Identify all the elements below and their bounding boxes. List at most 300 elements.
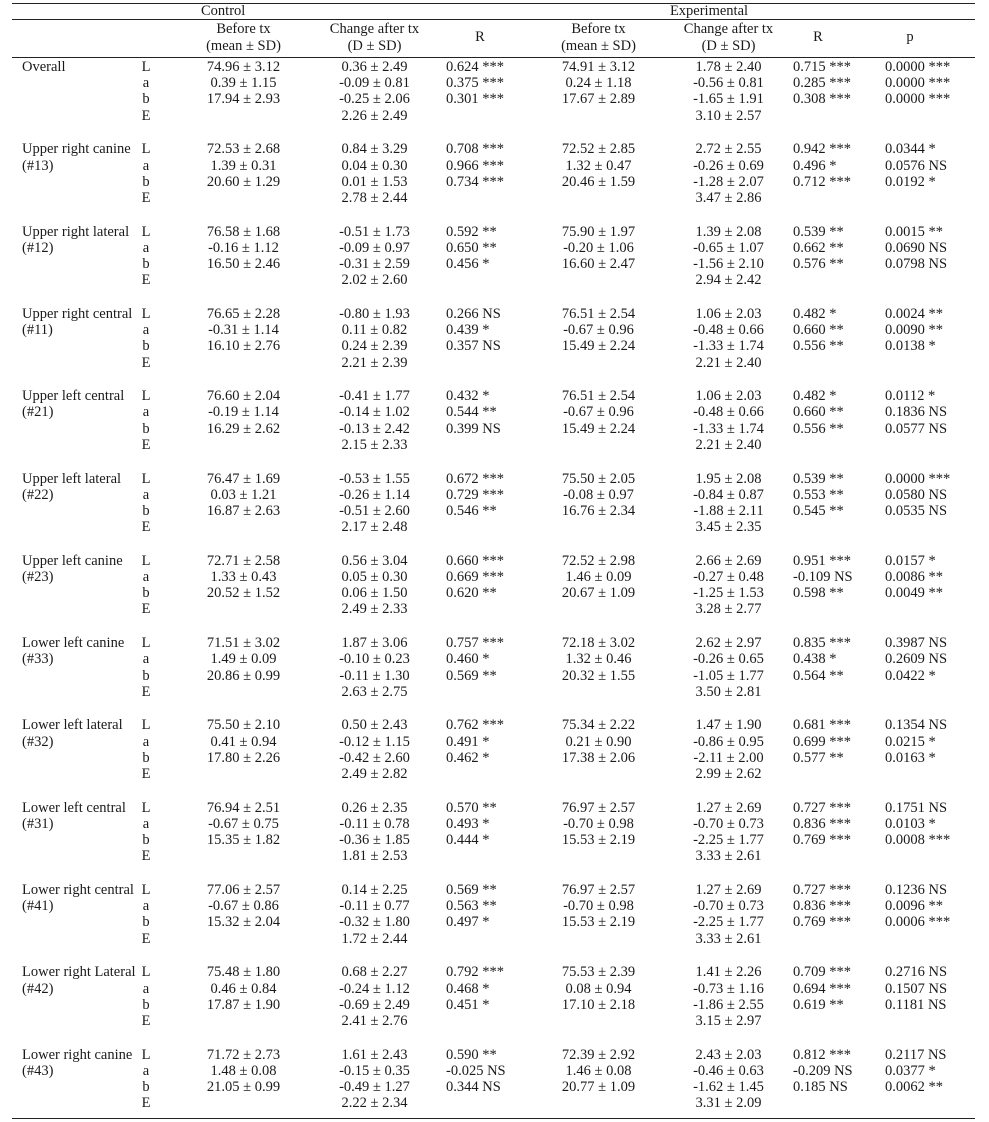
cell-control-change: 2.02 ± 2.60 — [341, 272, 408, 289]
cell-experimental-change: 1.39 ± 2.08 — [695, 223, 762, 240]
cell-control-before: 76.47 ± 1.69 — [206, 470, 281, 487]
cell-experimental-change: 2.21 ± 2.40 — [695, 354, 762, 371]
cell-p-value: 0.0138 * — [885, 338, 936, 355]
cell-control-r: 0.301 *** — [446, 91, 504, 108]
cell-control-r: 0.344 NS — [446, 1079, 501, 1095]
cell-experimental-r: 0.660 ** — [793, 404, 844, 421]
cell-experimental-change: -0.70 ± 0.73 — [693, 898, 764, 915]
cell-experimental-before: 16.76 ± 2.34 — [561, 502, 636, 519]
cell-control-change: -0.11 ± 1.30 — [339, 667, 410, 684]
cell-experimental-before: -0.70 ± 0.98 — [563, 815, 634, 832]
col-header-line: Change after tx — [329, 21, 420, 37]
col-header-experimental-change — [666, 21, 791, 55]
cell-experimental-change: -0.56 ± 0.81 — [693, 75, 764, 92]
cell-component: a — [142, 322, 150, 339]
cell-control-change: 0.26 ± 2.35 — [341, 799, 408, 816]
cell-control-before: 0.46 ± 0.84 — [210, 980, 277, 997]
cell-control-change: -0.49 ± 1.27 — [339, 1079, 410, 1095]
cell-control-change: -0.26 ± 1.14 — [339, 486, 410, 503]
col-header-line: Before tx — [571, 21, 626, 37]
cell-experimental-change: 1.47 ± 1.90 — [695, 717, 762, 734]
cell-experimental-change: -0.73 ± 1.16 — [693, 980, 764, 997]
cell-experimental-before: 72.39 ± 2.92 — [561, 1046, 636, 1063]
cell-component: E — [141, 436, 151, 453]
group-header-control: Control — [201, 3, 246, 19]
cell-control-r: 0.708 *** — [446, 141, 504, 158]
cell-component: a — [142, 75, 150, 92]
cell-control-r: 0.432 * — [446, 388, 490, 405]
cell-component: a — [142, 898, 150, 915]
cell-experimental-r: 0.662 ** — [793, 239, 844, 256]
cell-experimental-change: -1.86 ± 2.55 — [693, 996, 764, 1013]
cell-experimental-change: 1.78 ± 2.40 — [695, 59, 762, 75]
cell-control-r: 0.491 * — [446, 733, 490, 750]
cell-control-before: 16.10 ± 2.76 — [206, 338, 281, 355]
row-label: Upper left central (#21) — [22, 388, 125, 421]
cell-component: a — [142, 569, 150, 585]
cell-component: a — [142, 1062, 150, 1079]
cell-experimental-change: -0.48 ± 0.66 — [693, 322, 764, 339]
cell-control-change: 2.49 ± 2.33 — [341, 601, 408, 618]
cell-experimental-change: 2.66 ± 2.69 — [695, 552, 762, 569]
cell-experimental-r: 0.482 * — [793, 388, 837, 405]
cell-p-value: 0.0090 ** — [885, 322, 943, 339]
cell-control-change: -0.15 ± 0.35 — [339, 1062, 410, 1079]
cell-experimental-change: 2.43 ± 2.03 — [695, 1046, 762, 1063]
cell-control-r: 0.620 ** — [446, 585, 497, 602]
cell-component: b — [142, 749, 150, 766]
cell-control-r: 0.624 *** — [446, 59, 504, 75]
cell-control-r: 0.569 ** — [446, 882, 497, 898]
cell-control-r: 0.439 * — [446, 322, 490, 339]
cell-experimental-change: 1.27 ± 2.69 — [695, 799, 762, 816]
cell-experimental-r: 0.835 *** — [793, 635, 851, 652]
cell-component: a — [142, 404, 150, 421]
cell-experimental-change: -0.46 ± 0.63 — [693, 1062, 764, 1079]
cell-experimental-before: 75.53 ± 2.39 — [561, 964, 636, 981]
cell-experimental-before: 72.52 ± 2.85 — [561, 141, 636, 158]
cell-experimental-change: 2.99 ± 2.62 — [695, 766, 762, 782]
cell-control-change: 0.50 ± 2.43 — [341, 717, 408, 734]
col-header-control-before — [181, 21, 306, 55]
cell-experimental-before: 17.10 ± 2.18 — [561, 996, 636, 1013]
cell-p-value: 0.1836 NS — [885, 404, 948, 421]
cell-component: E — [141, 683, 151, 700]
cell-component: E — [141, 766, 151, 782]
cell-control-change: -0.51 ± 2.60 — [339, 502, 410, 519]
cell-control-before: 72.53 ± 2.68 — [206, 141, 281, 158]
cell-control-before: -0.31 ± 1.14 — [208, 322, 279, 339]
cell-experimental-change: -1.28 ± 2.07 — [693, 173, 764, 190]
cell-control-r: 0.468 * — [446, 980, 490, 997]
cell-experimental-change: 3.28 ± 2.77 — [695, 601, 762, 618]
cell-p-value: 0.1751 NS — [885, 799, 948, 816]
cell-p-value: 0.0576 NS — [885, 157, 948, 174]
cell-p-value: 0.0086 ** — [885, 569, 943, 585]
cell-control-change: 2.26 ± 2.49 — [341, 107, 408, 124]
cell-control-r: 0.375 *** — [446, 75, 504, 92]
cell-control-change: 0.56 ± 3.04 — [341, 552, 408, 569]
cell-component: E — [141, 1095, 151, 1112]
cell-control-change: 2.78 ± 2.44 — [341, 189, 408, 206]
cell-p-value: 0.0000 *** — [885, 91, 951, 108]
cell-control-r: 0.493 * — [446, 815, 490, 832]
cell-experimental-change: 2.62 ± 2.97 — [695, 635, 762, 652]
cell-control-r: 0.729 *** — [446, 486, 504, 503]
cell-control-change: -0.69 ± 2.49 — [339, 996, 410, 1013]
cell-component: b — [142, 585, 150, 602]
cell-component: b — [142, 667, 150, 684]
cell-control-before: 17.80 ± 2.26 — [206, 749, 281, 766]
cell-experimental-r: 0.598 ** — [793, 585, 844, 602]
cell-experimental-change: -2.11 ± 2.00 — [693, 749, 764, 766]
col-header-line: (D ± SD) — [701, 37, 756, 54]
cell-control-change: 2.49 ± 2.82 — [341, 766, 408, 782]
cell-control-change: 2.63 ± 2.75 — [341, 683, 408, 700]
cell-control-before: 75.50 ± 2.10 — [206, 717, 281, 734]
cell-experimental-change: 3.45 ± 2.35 — [695, 519, 762, 536]
row-label: Upper right canine (#13) — [22, 141, 131, 174]
cell-control-r: 0.570 ** — [446, 799, 497, 816]
cell-experimental-r: 0.727 *** — [793, 799, 851, 816]
cell-experimental-change: -1.25 ± 1.53 — [693, 585, 764, 602]
row-label: Lower right central (#41) — [22, 882, 134, 915]
cell-experimental-before: -0.70 ± 0.98 — [563, 898, 634, 915]
cell-experimental-before: 1.32 ± 0.47 — [565, 157, 632, 174]
cell-control-r: -0.025 NS — [446, 1062, 506, 1079]
cell-experimental-before: 20.67 ± 1.09 — [561, 585, 636, 602]
col-header-line: Before tx — [216, 21, 271, 37]
cell-component: L — [141, 223, 151, 240]
cell-experimental-r: -0.209 NS — [793, 1062, 853, 1079]
cell-experimental-change: -1.88 ± 2.11 — [693, 502, 764, 519]
cell-experimental-r: 0.694 *** — [793, 980, 851, 997]
cell-experimental-before: 0.08 ± 0.94 — [565, 980, 632, 997]
cell-p-value: 0.0690 NS — [885, 239, 948, 256]
cell-experimental-r: 0.185 NS — [793, 1079, 848, 1095]
cell-experimental-r: 0.709 *** — [793, 964, 851, 981]
cell-p-value: 0.0157 * — [885, 552, 936, 569]
cell-experimental-before: 1.32 ± 0.46 — [565, 651, 632, 668]
cell-control-change: -0.11 ± 0.78 — [339, 815, 410, 832]
cell-component: a — [142, 815, 150, 832]
cell-component: a — [142, 733, 150, 750]
cell-experimental-change: -1.33 ± 1.74 — [693, 338, 764, 355]
cell-component: b — [142, 914, 150, 931]
cell-experimental-before: -0.67 ± 0.96 — [563, 404, 634, 421]
cell-component: b — [142, 832, 150, 849]
cell-control-r: 0.497 * — [446, 914, 490, 931]
cell-component: b — [142, 502, 150, 519]
cell-experimental-before: 0.21 ± 0.90 — [565, 733, 632, 750]
cell-control-r: 0.544 ** — [446, 404, 497, 421]
cell-experimental-r: 0.699 *** — [793, 733, 851, 750]
cell-control-change: -0.14 ± 1.02 — [339, 404, 410, 421]
cell-control-change: 0.84 ± 3.29 — [341, 141, 408, 158]
cell-experimental-change: 3.33 ± 2.61 — [695, 848, 762, 865]
cell-experimental-change: 3.50 ± 2.81 — [695, 683, 762, 700]
cell-experimental-before: 76.51 ± 2.54 — [561, 388, 636, 405]
cell-p-value: 0.0344 * — [885, 141, 936, 158]
cell-control-before: 1.33 ± 0.43 — [210, 569, 277, 585]
cell-control-change: -0.80 ± 1.93 — [339, 305, 410, 322]
cell-experimental-change: -0.26 ± 0.65 — [693, 651, 764, 668]
cell-experimental-before: 76.97 ± 2.57 — [561, 882, 636, 898]
cell-control-change: 2.15 ± 2.33 — [341, 436, 408, 453]
cell-p-value: 0.0000 *** — [885, 59, 951, 75]
cell-control-before: -0.19 ± 1.14 — [208, 404, 279, 421]
cell-p-value: 0.0049 ** — [885, 585, 943, 602]
cell-experimental-r: -0.109 NS — [793, 569, 853, 585]
cell-control-before: -0.67 ± 0.75 — [208, 815, 279, 832]
cell-experimental-change: -0.65 ± 1.07 — [693, 239, 764, 256]
cell-experimental-before: 1.46 ± 0.08 — [565, 1062, 632, 1079]
row-label: Upper right lateral (#12) — [22, 223, 130, 256]
cell-experimental-r: 0.712 *** — [793, 173, 851, 190]
cell-experimental-before: 0.24 ± 1.18 — [565, 75, 632, 92]
cell-experimental-r: 0.769 *** — [793, 832, 851, 849]
cell-control-r: 0.569 ** — [446, 667, 497, 684]
cell-component: L — [141, 388, 151, 405]
cell-experimental-change: -0.26 ± 0.69 — [693, 157, 764, 174]
cell-component: a — [142, 980, 150, 997]
cell-component: a — [142, 239, 150, 256]
col-header-p: p — [906, 29, 914, 45]
cell-component: L — [141, 305, 151, 322]
cell-control-before: 77.06 ± 2.57 — [206, 882, 281, 898]
cell-control-r: 0.266 NS — [446, 305, 501, 322]
cell-experimental-r: 0.539 ** — [793, 470, 844, 487]
cell-control-before: 71.51 ± 3.02 — [206, 635, 281, 652]
cell-control-change: -0.31 ± 2.59 — [339, 256, 410, 272]
cell-component: b — [142, 996, 150, 1013]
cell-component: b — [142, 420, 150, 437]
cell-experimental-r: 0.836 *** — [793, 898, 851, 915]
cell-p-value: 0.0008 *** — [885, 832, 951, 849]
cell-p-value: 0.1181 NS — [885, 996, 947, 1013]
cell-experimental-r: 0.564 ** — [793, 667, 844, 684]
cell-control-before: 75.48 ± 1.80 — [206, 964, 281, 981]
cell-experimental-r: 0.812 *** — [793, 1046, 851, 1063]
cell-component: E — [141, 1012, 151, 1029]
cell-control-change: -0.24 ± 1.12 — [339, 980, 410, 997]
cell-control-r: 0.460 * — [446, 651, 490, 668]
cell-experimental-r: 0.482 * — [793, 305, 837, 322]
cell-experimental-r: 0.836 *** — [793, 815, 851, 832]
cell-control-r: 0.357 NS — [446, 338, 501, 355]
row-label: Lower left lateral (#32) — [22, 717, 123, 750]
cell-component: E — [141, 930, 151, 947]
cell-control-r: 0.672 *** — [446, 470, 504, 487]
cell-p-value: 0.0163 * — [885, 749, 936, 766]
cell-control-before: 1.39 ± 0.31 — [210, 157, 277, 174]
cell-experimental-change: -0.48 ± 0.66 — [693, 404, 764, 421]
cell-component: E — [141, 354, 151, 371]
cell-p-value: 0.0377 * — [885, 1062, 936, 1079]
cell-experimental-change: -1.05 ± 1.77 — [693, 667, 764, 684]
cell-experimental-before: 17.38 ± 2.06 — [561, 749, 636, 766]
cell-p-value: 0.0062 ** — [885, 1079, 943, 1095]
cell-control-r: 0.792 *** — [446, 964, 504, 981]
cell-control-r: 0.399 NS — [446, 420, 501, 437]
cell-control-r: 0.660 *** — [446, 552, 504, 569]
cell-experimental-before: 76.51 ± 2.54 — [561, 305, 636, 322]
cell-experimental-r: 0.553 ** — [793, 486, 844, 503]
cell-component: E — [141, 601, 151, 618]
cell-control-change: 0.14 ± 2.25 — [341, 882, 408, 898]
cell-experimental-r: 0.942 *** — [793, 141, 851, 158]
cell-component: L — [141, 141, 151, 158]
cell-component: L — [141, 552, 151, 569]
col-header-line: (mean ± SD) — [206, 37, 281, 54]
cell-experimental-r: 0.727 *** — [793, 882, 851, 898]
cell-control-before: 74.96 ± 3.12 — [206, 59, 281, 75]
cell-experimental-r: 0.951 *** — [793, 552, 851, 569]
cell-experimental-before: 15.53 ± 2.19 — [561, 832, 636, 849]
cell-control-change: 0.36 ± 2.49 — [341, 59, 408, 75]
cell-control-change: -0.13 ± 2.42 — [339, 420, 410, 437]
cell-control-r: 0.669 *** — [446, 569, 504, 585]
col-header-experimental-r: R — [813, 29, 823, 45]
row-label: Upper left canine (#23) — [22, 552, 123, 585]
cell-experimental-r: 0.545 ** — [793, 502, 844, 519]
col-header-line: Change after tx — [683, 21, 774, 37]
cell-control-change: -0.41 ± 1.77 — [339, 388, 410, 405]
cell-component: E — [141, 189, 151, 206]
cell-control-change: -0.11 ± 0.77 — [339, 898, 410, 915]
cell-experimental-change: -1.62 ± 1.45 — [693, 1079, 764, 1095]
row-label: Lower right Lateral (#42) — [22, 964, 136, 997]
cell-control-before: 1.48 ± 0.08 — [210, 1062, 277, 1079]
cell-p-value: 0.0096 ** — [885, 898, 943, 915]
cell-control-before: -0.16 ± 1.12 — [208, 239, 279, 256]
cell-control-before: 20.60 ± 1.29 — [206, 173, 281, 190]
cell-p-value: 0.0192 * — [885, 173, 936, 190]
cell-control-before: 1.49 ± 0.09 — [210, 651, 277, 668]
cell-experimental-change: -2.25 ± 1.77 — [693, 914, 764, 931]
cell-component: b — [142, 91, 150, 108]
cell-component: L — [141, 635, 151, 652]
cell-p-value: 0.1354 NS — [885, 717, 948, 734]
cell-experimental-before: 15.49 ± 2.24 — [561, 338, 636, 355]
cell-control-change: 0.01 ± 1.53 — [341, 173, 408, 190]
col-header-line: (D ± SD) — [347, 37, 402, 54]
col-header-control-change — [312, 21, 437, 55]
cell-control-r: 0.462 * — [446, 749, 490, 766]
cell-control-change: -0.09 ± 0.81 — [339, 75, 410, 92]
cell-control-change: -0.51 ± 1.73 — [339, 223, 410, 240]
cell-control-change: -0.36 ± 1.85 — [339, 832, 410, 849]
cell-p-value: 0.1236 NS — [885, 882, 948, 898]
cell-control-r: 0.456 * — [446, 256, 490, 272]
group-header-experimental: Experimental — [669, 3, 749, 19]
cell-experimental-before: 75.50 ± 2.05 — [561, 470, 636, 487]
cell-experimental-r: 0.539 ** — [793, 223, 844, 240]
cell-control-before: 76.60 ± 2.04 — [206, 388, 281, 405]
cell-experimental-before: 20.46 ± 1.59 — [561, 173, 636, 190]
cell-control-change: 2.21 ± 2.39 — [341, 354, 408, 371]
cell-control-change: 1.81 ± 2.53 — [341, 848, 408, 865]
cell-experimental-r: 0.660 ** — [793, 322, 844, 339]
cell-p-value: 0.0024 ** — [885, 305, 943, 322]
cell-control-r: 0.762 *** — [446, 717, 504, 734]
cell-component: L — [141, 470, 151, 487]
cell-control-r: 0.590 ** — [446, 1046, 497, 1063]
cell-control-r: 0.444 * — [446, 832, 490, 849]
cell-control-change: 0.68 ± 2.27 — [341, 964, 408, 981]
cell-experimental-change: -2.25 ± 1.77 — [693, 832, 764, 849]
cell-control-change: -0.42 ± 2.60 — [339, 749, 410, 766]
cell-control-before: 16.29 ± 2.62 — [206, 420, 281, 437]
cell-experimental-change: -0.70 ± 0.73 — [693, 815, 764, 832]
col-header-line: (mean ± SD) — [561, 37, 636, 54]
cell-control-before: 21.05 ± 0.99 — [206, 1079, 281, 1095]
row-label: Lower left canine (#33) — [22, 635, 125, 668]
col-header-experimental-before — [536, 21, 661, 55]
cell-control-change: -0.53 ± 1.55 — [339, 470, 410, 487]
cell-control-change: -0.09 ± 0.97 — [339, 239, 410, 256]
cell-control-change: 0.04 ± 0.30 — [341, 157, 408, 174]
cell-p-value: 0.0006 *** — [885, 914, 951, 931]
cell-component: E — [141, 107, 151, 124]
cell-experimental-change: 1.27 ± 2.69 — [695, 882, 762, 898]
cell-control-before: -0.67 ± 0.86 — [208, 898, 279, 915]
group-header-rule — [12, 19, 975, 20]
cell-control-r: 0.650 ** — [446, 239, 497, 256]
cell-control-change: 2.22 ± 2.34 — [341, 1095, 408, 1112]
cell-control-before: 15.32 ± 2.04 — [206, 914, 281, 931]
cell-p-value: 0.3987 NS — [885, 635, 948, 652]
cell-control-change: 2.41 ± 2.76 — [341, 1012, 408, 1029]
cell-experimental-r: 0.285 *** — [793, 75, 851, 92]
cell-experimental-r: 0.769 *** — [793, 914, 851, 931]
cell-experimental-before: 17.67 ± 2.89 — [561, 91, 636, 108]
cell-experimental-before: 72.52 ± 2.98 — [561, 552, 636, 569]
cell-control-before: 16.50 ± 2.46 — [206, 256, 281, 272]
cell-control-r: 0.546 ** — [446, 502, 497, 519]
cell-control-change: 1.72 ± 2.44 — [341, 930, 408, 947]
cell-component: a — [142, 157, 150, 174]
cell-experimental-r: 0.556 ** — [793, 420, 844, 437]
cell-control-before: 76.94 ± 2.51 — [206, 799, 281, 816]
cell-control-change: -0.10 ± 0.23 — [339, 651, 410, 668]
cell-control-r: 0.592 ** — [446, 223, 497, 240]
cell-control-before: 0.41 ± 0.94 — [210, 733, 277, 750]
cell-control-before: 76.58 ± 1.68 — [206, 223, 281, 240]
cell-control-before: 76.65 ± 2.28 — [206, 305, 281, 322]
cell-control-change: 1.87 ± 3.06 — [341, 635, 408, 652]
cell-experimental-change: 2.94 ± 2.42 — [695, 272, 762, 289]
cell-experimental-r: 0.576 ** — [793, 256, 844, 272]
cell-component: b — [142, 256, 150, 272]
cell-experimental-r: 0.715 *** — [793, 59, 851, 75]
cell-control-before: 71.72 ± 2.73 — [206, 1046, 281, 1063]
cell-control-change: -0.25 ± 2.06 — [339, 91, 410, 108]
cell-experimental-before: -0.67 ± 0.96 — [563, 322, 634, 339]
cell-control-before: 72.71 ± 2.58 — [206, 552, 281, 569]
cell-component: L — [141, 799, 151, 816]
cell-component: L — [141, 59, 151, 75]
cell-experimental-before: 20.77 ± 1.09 — [561, 1079, 636, 1095]
cell-control-change: 0.24 ± 2.39 — [341, 338, 408, 355]
cell-p-value: 0.2609 NS — [885, 651, 948, 668]
cell-p-value: 0.0000 *** — [885, 75, 951, 92]
cell-experimental-before: -0.08 ± 0.97 — [563, 486, 634, 503]
cell-experimental-before: 20.32 ± 1.55 — [561, 667, 636, 684]
cell-experimental-r: 0.577 ** — [793, 749, 844, 766]
cell-control-before: 17.87 ± 1.90 — [206, 996, 281, 1013]
cell-component: b — [142, 1079, 150, 1095]
